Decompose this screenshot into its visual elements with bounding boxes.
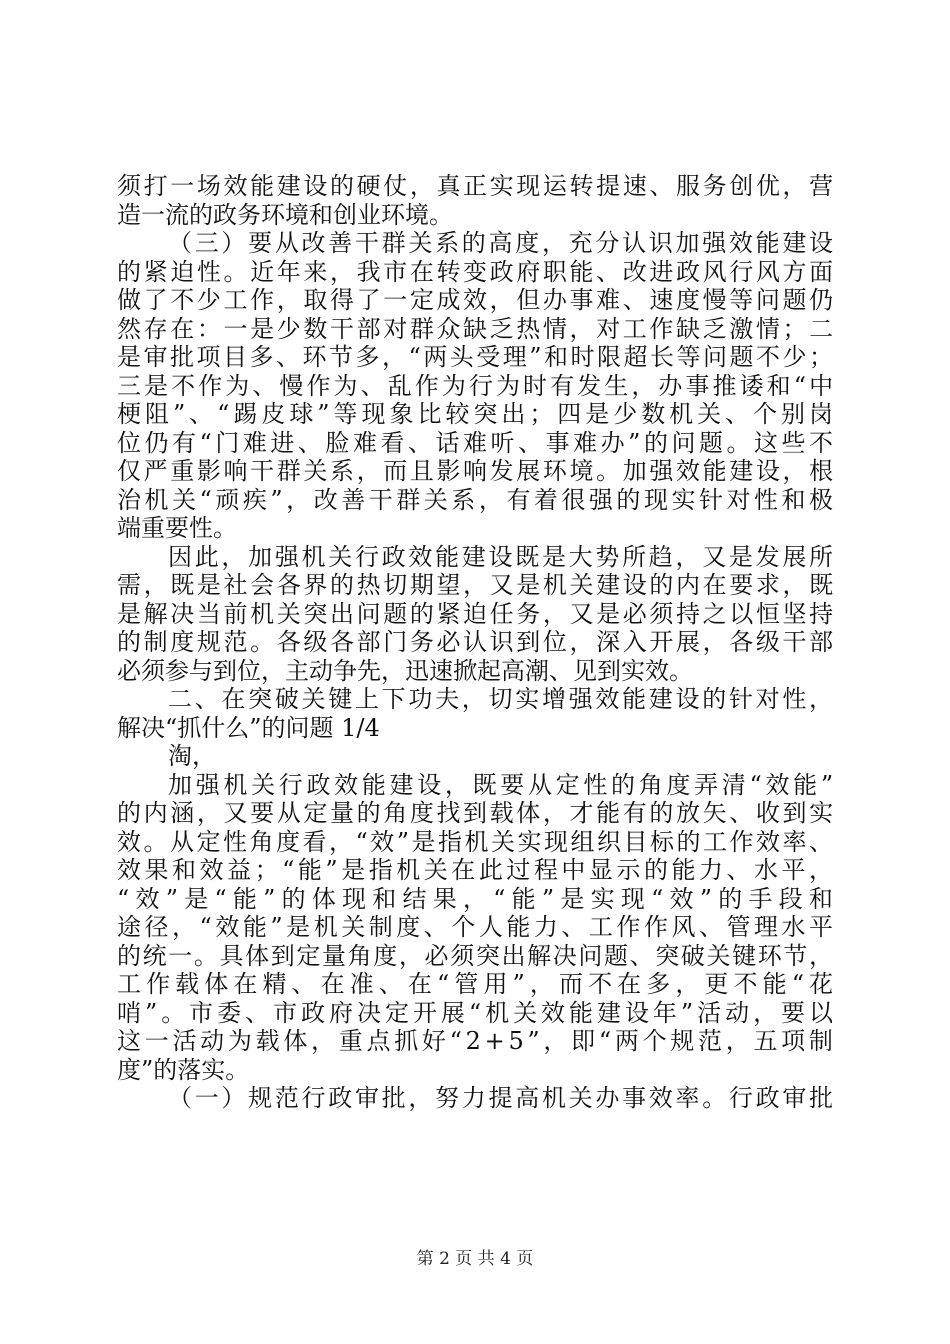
text-line: 做了不少工作，取得了一定成效，但办事难、速度慢等问题仍 xyxy=(117,286,836,314)
text-line: 的内涵，又要从定量的角度找到载体，才能有的放矢、收到实 xyxy=(117,799,836,827)
text-line: 的统一。具体到定量角度，必须突出解决问题、突破关键环节， xyxy=(117,941,835,970)
text-line: 淘， xyxy=(168,742,216,770)
text-line: 治机关“顽疾”，改善干群关系，有着很强的现实针对性和极 xyxy=(117,485,837,514)
text-line: 效。从定性角度看，“效”是指机关实现组织目标的工作效率、 xyxy=(117,827,836,856)
page-footer: 第 2 页 共 4 页 xyxy=(416,1249,534,1269)
text-line: 加强机关行政效能建设，既要从定性的角度弄清“效能” xyxy=(168,770,837,799)
text-line: 梗阻”、“踢皮球”等现象比较突出；四是少数机关、个别岗 xyxy=(117,400,837,428)
text-line: 是审批项目多、环节多，“两头受理”和时限超长等问题不少； xyxy=(117,343,836,371)
text-line: （一）规范行政审批，努力提高机关办事效率。行政审批 xyxy=(168,1084,836,1112)
text-line: 的紧迫性。近年来，我市在转变政府职能、改进政风行风方面 xyxy=(117,257,836,286)
text-line: 哨”。市委、市政府决定开展“机关效能建设年”活动，要以 xyxy=(117,998,837,1027)
text-line: “效”是“能”的体现和结果，“能”是实现“效”的手段和 xyxy=(117,884,840,913)
text-line: 位仍有“门难进、脸难看、话难听、事难办”的问题。这些不 xyxy=(117,428,837,457)
text-line: 仅严重影响干群关系，而且影响发展环境。加强效能建设，根 xyxy=(117,457,836,485)
text-line: 端重要性。 xyxy=(117,514,237,542)
text-line: 的制度规范。各级各部门务必认识到位，深入开展，各级干部 xyxy=(117,628,836,656)
text-line: 需，既是社会各界的热切期望，又是机关建设的内在要求，既 xyxy=(117,571,836,599)
text-line: 三是不作为、慢作为、乱作为行为时有发生，办事推诿和“中 xyxy=(117,371,837,400)
text-line: 然存在：一是少数干部对群众缺乏热情，对工作缺乏激情；二 xyxy=(117,314,836,343)
text-line: 工作载体在精、在准、在“管用”，而不在多，更不能“花 xyxy=(117,970,839,998)
text-line: 因此，加强机关行政效能建设既是大势所趋，又是发展所 xyxy=(168,542,836,571)
text-line: 必须参与到位，主动争先，迅速掀起高潮、见到实效。 xyxy=(117,656,693,685)
section-heading: 二、在突破关键上下功夫，切实增强效能建设的针对性， xyxy=(168,685,836,713)
section-heading: 解决“抓什么”的问题 1/4 xyxy=(117,713,380,742)
text-line: 造一流的政务环境和创业环境。 xyxy=(117,200,453,229)
text-line: 效果和效益；“能”是指机关在此过程中显示的能力、水平， xyxy=(117,856,837,884)
text-line: 度”的落实。 xyxy=(117,1055,250,1084)
text-line: 途径，“效能”是机关制度、个人能力、工作作风、管理水平 xyxy=(117,913,837,941)
text-line: （三）要从改善干群关系的高度，充分认识加强效能建设 xyxy=(168,229,836,257)
text-line: 须打一场效能建设的硬仗，真正实现运转提速、服务创优，营 xyxy=(117,172,836,200)
text-line: 这一活动为载体，重点抓好“2+5”，即“两个规范，五项制 xyxy=(117,1027,837,1055)
text-line: 是解决当前机关突出问题的紧迫任务，又是必须持之以恒坚持 xyxy=(117,599,836,628)
